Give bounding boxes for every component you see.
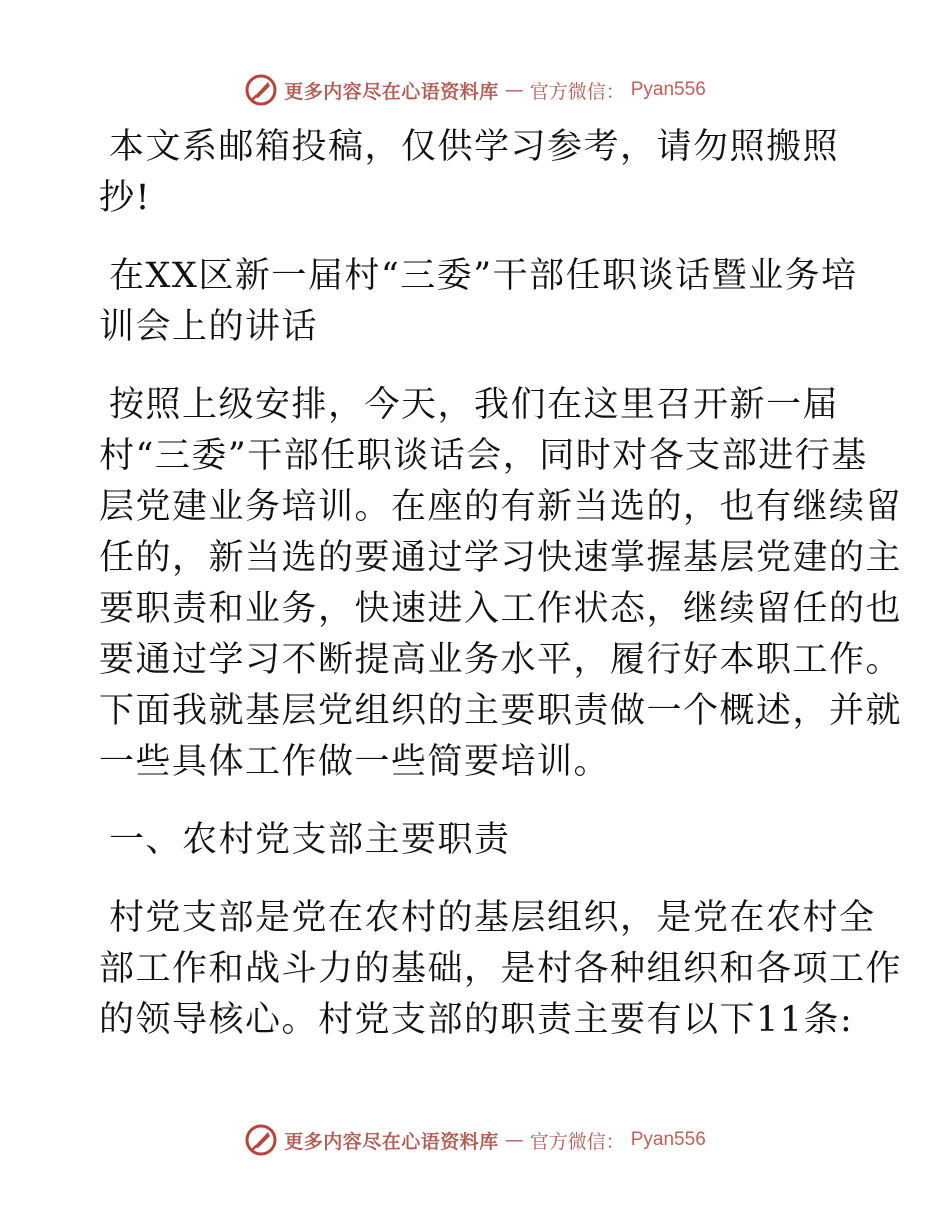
banner-wechat-id: Pyan556	[630, 1129, 706, 1150]
notice-line: 抄!	[99, 178, 152, 218]
section-heading	[99, 815, 851, 866]
watermark-banner	[244, 73, 706, 107]
document-body	[99, 122, 903, 1073]
banner-wechat-label: 官方微信：	[529, 80, 625, 103]
quill-logo-icon	[244, 1123, 278, 1157]
intro-line: 要职责和业务，快速进入工作状态，继续留任的也	[99, 589, 903, 629]
section-line: 村党支部是党在农村的基层组织，是党在农村全	[109, 898, 876, 938]
intro-paragraph	[99, 380, 903, 788]
intro-line: 要通过学习不断提高业务水平，履行好本职工作。	[99, 640, 903, 680]
intro-line: 下面我就基层党组织的主要职责做一个概述，并就	[99, 691, 903, 731]
title-line: 训会上的讲话	[99, 307, 319, 347]
banner-main-text: 更多内容尽在心语资料库	[284, 1130, 499, 1153]
page-header-banner	[0, 70, 950, 110]
section-line: 的领导核心。村党支部的职责主要有以下11条:	[99, 1000, 854, 1040]
banner-wechat-label: 官方微信：	[529, 1130, 625, 1153]
page-footer-banner	[0, 1120, 950, 1160]
notice-paragraph	[99, 122, 851, 224]
title-line: 在XX区新一届村“三委”干部任职谈话暨业务培	[109, 256, 858, 296]
quill-logo-icon	[244, 73, 278, 107]
speech-title	[99, 251, 858, 353]
banner-main-text: 更多内容尽在心语资料库	[284, 80, 499, 103]
banner-dash: —	[504, 1129, 524, 1151]
watermark-banner	[244, 1123, 706, 1157]
intro-line: 一些具体工作做一些简要培训。	[99, 742, 611, 782]
banner-wechat-id: Pyan556	[630, 79, 706, 100]
notice-line: 本文系邮箱投稿，仅供学习参考，请勿照搬照	[109, 127, 840, 167]
heading-text: 一、农村党支部主要职责	[109, 820, 511, 860]
intro-line: 任的，新当选的要通过学习快速掌握基层党建的主	[99, 538, 903, 578]
intro-line: 村“三委”干部任职谈话会，同时对各支部进行基	[99, 436, 868, 476]
section-paragraph	[99, 893, 903, 1046]
section-line: 部工作和战斗力的基础，是村各种组织和各项工作	[99, 949, 903, 989]
intro-line: 层党建业务培训。在座的有新当选的，也有继续留	[99, 487, 903, 527]
intro-line: 按照上级安排，今天，我们在这里召开新一届	[109, 385, 840, 425]
banner-dash: —	[504, 79, 524, 101]
